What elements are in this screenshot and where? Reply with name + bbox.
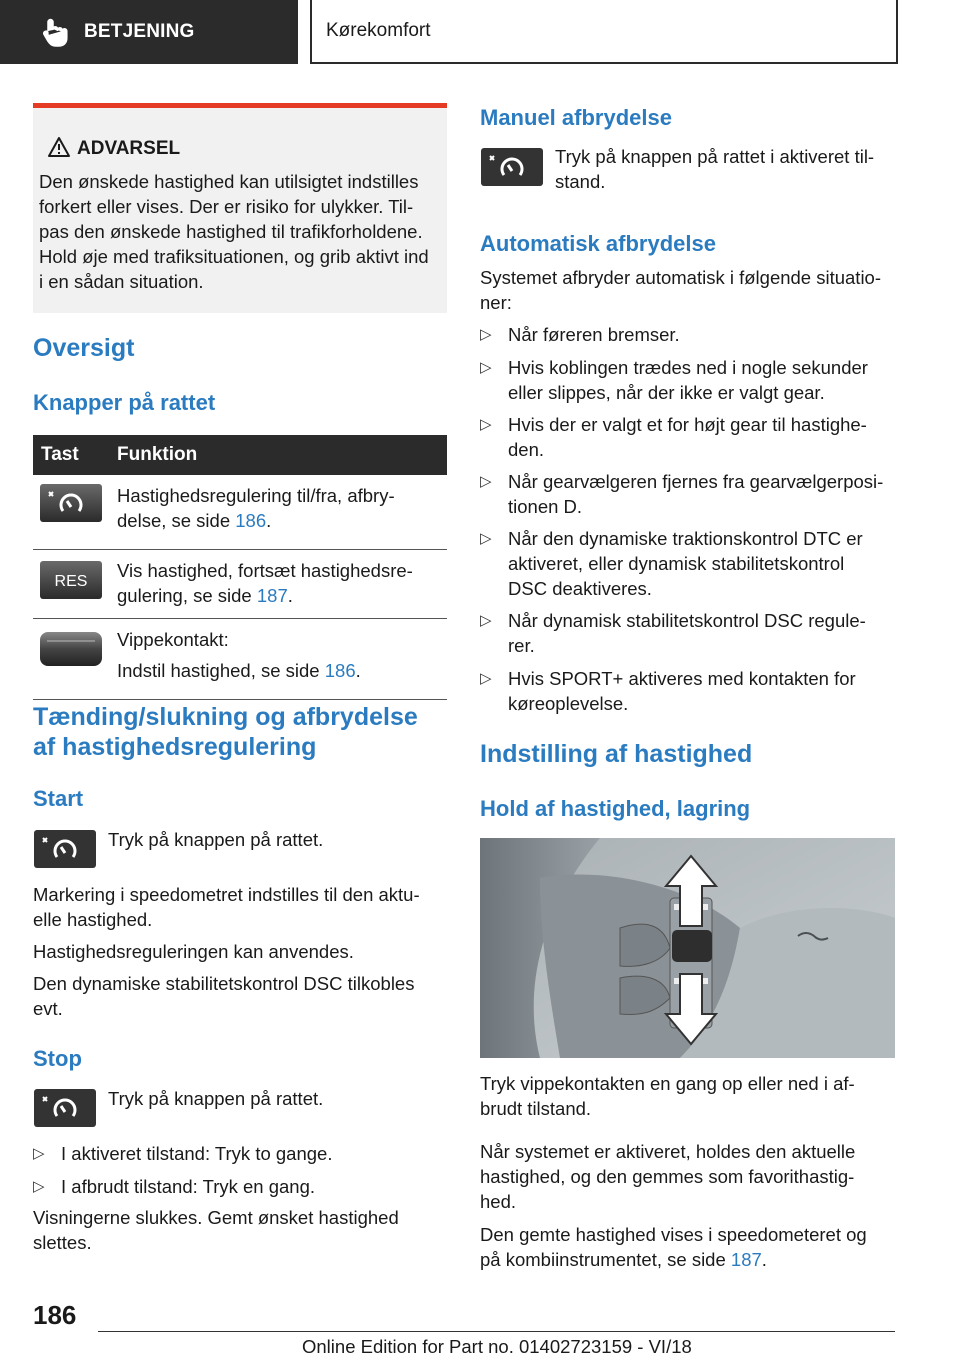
speed-paragraph-2: Når systemet er aktiveret, holdes den aktuelle hastighed, og den gemmes som favorithastig- hed.: [480, 1141, 856, 1212]
table-row: [33, 619, 447, 700]
warning-box: [33, 103, 447, 313]
start-paragraph-3: Den dynamiske stabilitetskontrol DSC tilkobles evt.: [33, 973, 415, 1019]
speed-paragraph-3: Den gemte hastighed vises i speedometeret og på kombiinstrumentet, se side 187.: [480, 1224, 867, 1270]
section-tab: [0, 0, 298, 64]
bullet-triangle-icon: ▷: [480, 530, 492, 547]
res-label: RES: [54, 573, 88, 590]
start-text: Tryk på knappen på rattet.: [108, 829, 324, 850]
auto-intro: Systemet afbryder automatisk i følgende situatio- ner:: [480, 267, 882, 313]
bullet-triangle-icon: ▷: [33, 1178, 45, 1195]
bullet-triangle-icon: ▷: [480, 416, 492, 433]
auto-heading: Automatisk afbrydelse: [480, 231, 716, 256]
list-item: ▷ I aktiveret tilstand: Tryk to gange.: [33, 1143, 333, 1164]
speed-heading: Indstilling af hastighed: [480, 740, 753, 768]
page-number: 186: [33, 1300, 77, 1330]
start-heading: Start: [33, 786, 84, 811]
page-link-186[interactable]: 186: [235, 510, 267, 531]
start-paragraph-2: Hastighedsreguleringen kan anvendes.: [33, 941, 354, 962]
row-2-line-2: gulering, se side 187.: [117, 585, 293, 606]
speed-paragraph-1: Tryk vippekontakten en gang op eller ned i af- brudt tilstand.: [480, 1073, 855, 1119]
buttons-subheading: Knapper på rattet: [33, 390, 216, 415]
bullet-triangle-icon: ▷: [480, 670, 492, 687]
stop-text: Tryk på knappen på rattet.: [108, 1088, 324, 1109]
chapter-label: Kørekomfort: [326, 20, 431, 41]
stop-heading: Stop: [33, 1046, 82, 1071]
bullet-triangle-icon: ▷: [480, 473, 492, 490]
edition-text: Online Edition for Part no. 01402723159 - VI/18: [302, 1336, 692, 1357]
overview-heading: Oversigt: [33, 334, 135, 362]
row-1-line-2: delse, se side 186.: [117, 510, 272, 531]
list-item: ▷ I afbrudt tilstand: Tryk en gang.: [33, 1176, 316, 1197]
table-row: [33, 550, 447, 619]
cruise-control-icon: [33, 829, 97, 869]
row-3-line-1: Vippekontakt:: [117, 629, 229, 650]
rocker-switch-icon: [39, 629, 103, 669]
bullet-triangle-icon: ▷: [480, 326, 492, 343]
table-header-key: Tast: [33, 435, 109, 475]
bullet-triangle-icon: ▷: [480, 612, 492, 629]
table-header-function: Funktion: [109, 435, 447, 475]
row-2-line-1: Vis hastighed, fortsæt hastighedsre-: [117, 560, 413, 581]
speed-subheading: Hold af hastighed, lagring: [480, 796, 751, 821]
cruise-control-icon: [33, 1088, 97, 1128]
table-row: [33, 475, 447, 550]
hand-pointer-icon: [38, 15, 72, 49]
row-1-line-1: Hastighedsregulering til/fra, afbry-: [117, 485, 395, 506]
bullet-triangle-icon: ▷: [480, 359, 492, 376]
row-3-line-2: Indstil hastighed, se side 186.: [117, 660, 361, 681]
steering-wheel-rocker-photo: [480, 838, 895, 1058]
stop-paragraph: Visningerne slukkes. Gemt ønsket hastighed slettes.: [33, 1207, 399, 1253]
table-header-row: [33, 435, 447, 475]
manual-heading: Manuel afbrydelse: [480, 105, 672, 130]
res-button-icon: [39, 560, 103, 600]
bullet-triangle-icon: ▷: [33, 1145, 45, 1162]
section-label: BETJENING: [84, 21, 195, 42]
warning-triangle-icon: [47, 136, 71, 158]
page-link-187[interactable]: 187: [256, 585, 288, 606]
chapter-tab: [310, 0, 898, 64]
buttons-table: [33, 435, 447, 700]
footer-divider: [98, 1331, 895, 1332]
manual-text: Tryk på knappen på rattet i aktiveret til- stand.: [555, 146, 875, 192]
onoff-heading: Tænding/slukning og afbrydelse af hastighedsregulering: [33, 703, 418, 761]
start-paragraph-1: Markering i speedometret indstilles til den aktu- elle hastighed.: [33, 884, 420, 930]
page-link-186b[interactable]: 186: [324, 660, 356, 681]
warning-text: Den ønskede hastighed kan utilsigtet indstilles forkert eller vises. Der er risiko for ulykker. Til- pas den ønskede hastighed til trafikforholdene. Hold øje med trafiksituationen, og grib aktivt ind i en sådan situation.: [39, 171, 429, 292]
page-link-187b[interactable]: 187: [730, 1249, 762, 1270]
cruise-control-icon: [480, 147, 544, 187]
warning-title: ADVARSEL: [77, 138, 181, 159]
cruise-control-icon: [39, 483, 103, 523]
